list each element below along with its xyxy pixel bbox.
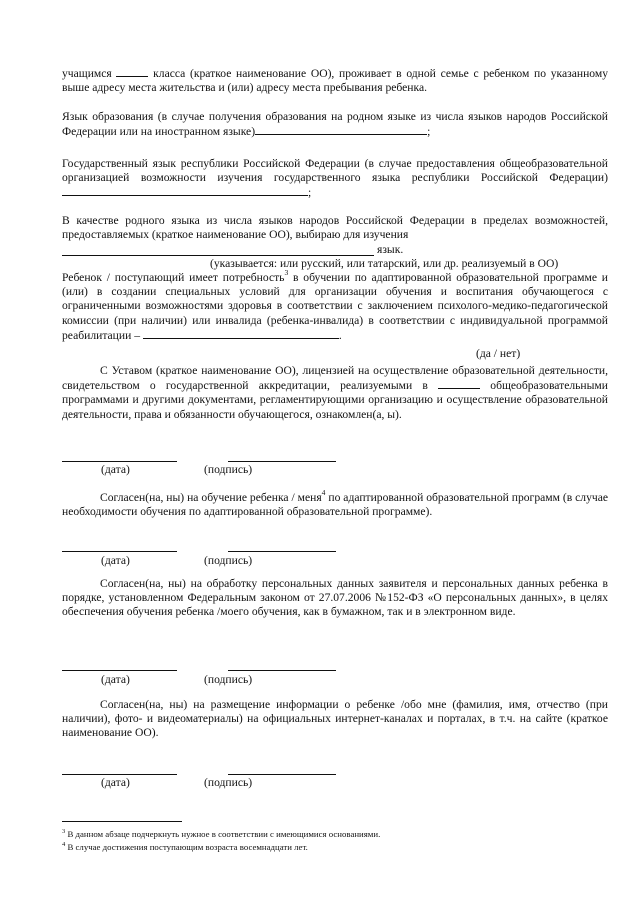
signature-date-line-2[interactable]	[62, 551, 177, 552]
blank-education-language[interactable]	[255, 124, 427, 135]
text-consent-adapted-cont: по адаптированной образовательной программ (в случае необходимости обучения по адаптированной образовательной программе).	[62, 491, 608, 519]
text-language-word: язык.	[377, 243, 404, 256]
blank-native-language[interactable]	[62, 255, 374, 256]
paragraph-state-language	[62, 157, 608, 201]
footnote-ref-4[interactable]: 4	[321, 488, 326, 498]
text-consent-adapted: Согласен(на, ны) на обучение ребенка / меня	[100, 491, 322, 504]
footnote-4-text: В случае достижения поступающим возраста восемнадцати лет.	[67, 842, 308, 852]
text-charter-cont: общеобразовательными программами и другими документами, регламентирующими организацию и осуществление образовательной деятельности, права и обязанности обучающегося, ознакомлен(а, ы).	[62, 379, 608, 421]
signature-sign-line-3[interactable]	[228, 670, 336, 671]
text-needs: Ребенок / поступающий имеет потребность	[62, 271, 285, 284]
signature-date-line-3[interactable]	[62, 670, 177, 671]
signature-sign-line-1[interactable]	[228, 461, 336, 462]
signature-date-label: (дата)	[101, 673, 130, 686]
footnote-separator	[62, 821, 182, 822]
blank-school[interactable]	[438, 378, 480, 389]
blank-state-language[interactable]	[62, 185, 308, 196]
paragraph-consent-personal-data	[62, 577, 608, 620]
signature-sign-line-4[interactable]	[228, 774, 336, 775]
text-consent-personal-data: Согласен(на, ны) на обработку персональных данных заявителя и персональных данных ребенка в порядке, установленном Федеральным законом от 27.07.2006 №152-ФЗ «О персональных данных», в целях обеспечения обучения ребенка /моего обучения, как в бумажном, так и в электронном виде.	[62, 577, 608, 619]
text-pupil: учащимся	[62, 67, 112, 80]
paragraph-consent-publication	[62, 698, 608, 741]
text-consent-publication: Согласен(на, ны) на размещение информации о ребенке /обо мне (фамилия, имя, отчество (при наличии), фото- и видеоматериалы) на официальных интернет-каналах и порталах, в т.ч. на сайте (краткое наименование ОО).	[62, 698, 608, 740]
paragraph-consent-adapted	[62, 488, 608, 519]
text-charter: С Уставом (краткое наименование ОО), лицензией на осуществление образовательной деятельности, свидетельством о государственной аккредитации, реализуемыми в	[62, 364, 608, 393]
signature-date-label: (дата)	[101, 554, 130, 567]
note-yes-no: (да / нет)	[476, 347, 521, 360]
text-native-language: В качестве родного языка из числа языков народов Российской Федерации в пределах возможностей, предоставляемых (краткое наименование ОО), выбираю для изучения	[62, 214, 608, 242]
text-residence: класса (краткое наименование ОО), проживает в одной семье с ребенком по указанному выше адресу места жительства и (или) адресу места пребывания ребенка.	[62, 67, 608, 95]
signature-date-label: (дата)	[101, 463, 130, 476]
signature-sign-label: (подпись)	[204, 776, 253, 789]
paragraph-education-language	[62, 110, 608, 139]
signature-sign-label: (подпись)	[204, 463, 253, 476]
footnote-4-marker: 4	[62, 841, 66, 849]
footnote-3-text: В данном абзаце подчеркнуть нужное в соответствии с имеющимися основаниями.	[67, 829, 381, 839]
text-education-language: Язык образования (в случае получения образования на родном языке из числа языков народов Российской Федерации или на иностранном языке)	[62, 110, 608, 139]
punct: .	[338, 328, 342, 342]
paragraph-residence	[62, 66, 608, 95]
signature-date-label: (дата)	[101, 776, 130, 789]
signature-sign-line-2[interactable]	[228, 551, 336, 552]
footnote-3-marker: 3	[62, 828, 66, 836]
signature-sign-label: (подпись)	[204, 673, 253, 686]
signature-date-line-4[interactable]	[62, 774, 177, 775]
paragraph-native-language	[62, 214, 608, 242]
text-needs-cont: в обучении по адаптированной образовательной программе и (или) в создании специальных условий для организации обучения и воспитания обучающегося с ограниченными возможностями здоровья в соответствии с заключением психолого-медико-педагогической комиссии (при наличии) или инвалида (ребенка-инвалида) в соответствии с индивидуальной программой реабилитации –	[62, 271, 608, 342]
footnote-3	[62, 829, 380, 840]
text-state-language: Государственный язык республики Российской Федерации (в случае предоставления общеобразовательной организацией возможности изучения государственного языка республики Российской Федерации)	[62, 157, 608, 185]
paragraph-special-needs	[62, 268, 608, 343]
punct: ;	[427, 125, 431, 139]
blank-yes-no[interactable]	[143, 328, 339, 339]
footnote-ref-3[interactable]: 3	[284, 268, 289, 278]
punct: ;	[308, 186, 312, 200]
paragraph-charter	[62, 364, 608, 422]
note-native-language: (указывается: или русский, или татарский, или др. реализуемый в ОО)	[210, 257, 559, 270]
footnote-4	[62, 842, 308, 853]
signature-sign-label: (подпись)	[204, 554, 253, 567]
signature-date-line-1[interactable]	[62, 461, 177, 462]
blank-class[interactable]	[116, 66, 148, 77]
